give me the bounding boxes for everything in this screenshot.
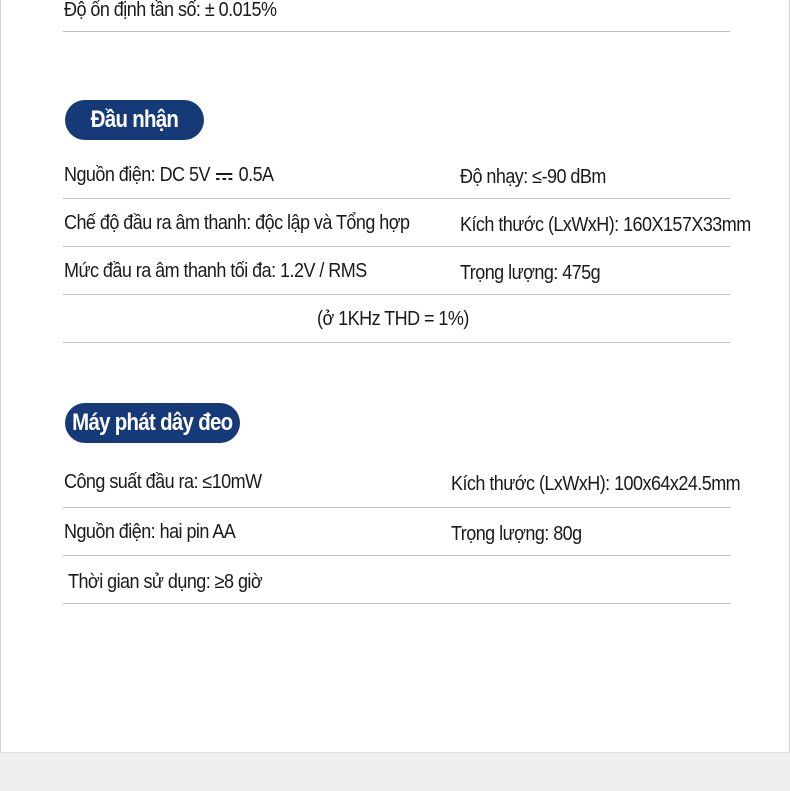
transmitter-section-header — [65, 403, 240, 443]
divider — [63, 342, 730, 343]
receiver-max-output-text: Mức đầu ra âm thanh tối đa: 1.2V / RMS — [64, 260, 367, 282]
transmitter-power-text: Nguồn điện: hai pin AA — [64, 521, 236, 543]
receiver-dimensions-text: Kích thước (LxWxH): 160X157X33mm — [460, 214, 751, 236]
receiver-sensitivity-text: Độ nhạy: ≤-90 dBm — [460, 166, 606, 188]
transmitter-weight-text: Trọng lượng: 80g — [451, 523, 582, 545]
transmitter-usage-time-text: Thời gian sử dụng: ≥8 giờ — [68, 571, 263, 593]
receiver-section-title: Đầu nhận — [90, 106, 179, 133]
receiver-weight-text: Trọng lượng: 475g — [460, 262, 601, 284]
freq-stability-text: Độ ổn định tần số: ± 0.015% — [64, 0, 277, 21]
divider — [63, 507, 730, 508]
divider — [63, 31, 730, 32]
divider — [63, 294, 730, 295]
receiver-power-text: Nguồn điện: DC 5V 0.5A — [64, 164, 274, 186]
receiver-section-header — [65, 100, 204, 140]
transmitter-dimensions-text: Kích thước (LxWxH): 100x64x24.5mm — [451, 473, 741, 495]
receiver-thd-note-text: (ở 1KHz THD = 1%) — [317, 308, 469, 330]
transmitter-section-title: Máy phát dây đeo — [72, 409, 233, 436]
footer-band — [0, 752, 790, 791]
divider — [63, 198, 730, 199]
transmitter-output-power-text: Công suất đầu ra: ≤10mW — [64, 471, 262, 493]
divider — [63, 603, 730, 604]
receiver-audio-mode-text: Chế độ đầu ra âm thanh: độc lập và Tổng hợp — [64, 212, 410, 234]
divider — [63, 246, 730, 247]
divider — [63, 555, 730, 556]
dc-current-symbol-icon — [216, 171, 232, 181]
